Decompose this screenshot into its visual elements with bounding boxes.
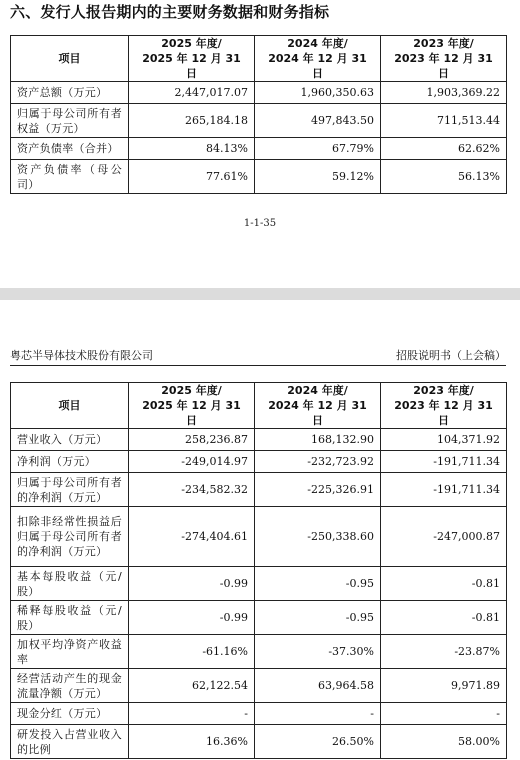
- cell-2023: 58.00%: [381, 725, 507, 759]
- cell-2024: 59.12%: [255, 160, 381, 194]
- running-header-company: 粤芯半导体技术股份有限公司: [10, 349, 153, 362]
- prospectus-page-bottom: [0, 300, 520, 760]
- cell-2024: -37.30%: [255, 635, 381, 669]
- table-row: [11, 429, 507, 451]
- table-row: [11, 104, 507, 138]
- header-2023: 2023 年度/ 2023 年 12 月 31 日: [381, 383, 507, 429]
- row-label: 基本每股收益（元/股）: [11, 567, 129, 601]
- cell-2025: -61.16%: [129, 635, 255, 669]
- cell-2024: 67.79%: [255, 138, 381, 160]
- cell-2024: 497,843.50: [255, 104, 381, 138]
- row-label: 扣除非经常性损益后归属于母公司所有者的净利润（万元）: [11, 507, 129, 567]
- cell-2025: -0.99: [129, 567, 255, 601]
- row-label: 营业收入（万元）: [11, 429, 129, 451]
- table-row: [11, 669, 507, 703]
- table-row: [11, 635, 507, 669]
- cell-2023: 9,971.89: [381, 669, 507, 703]
- cell-2025: 265,184.18: [129, 104, 255, 138]
- table-row: [11, 82, 507, 104]
- header-item: 项目: [11, 383, 129, 429]
- row-label: 净利润（万元）: [11, 451, 129, 473]
- cell-2023: -: [381, 703, 507, 725]
- table-header-row: [11, 36, 507, 82]
- cell-2024: -: [255, 703, 381, 725]
- table-header-row: [11, 383, 507, 429]
- page-number: 1-1-35: [243, 218, 277, 229]
- row-label: 资产负债率（母公司）: [11, 160, 129, 194]
- row-label: 归属于母公司所有者的净利润（万元）: [11, 473, 129, 507]
- cell-2024: -225,326.91: [255, 473, 381, 507]
- header-rule: [10, 365, 506, 366]
- row-label: 现金分红（万元）: [11, 703, 129, 725]
- table-row: [11, 473, 507, 507]
- cell-2025: 62,122.54: [129, 669, 255, 703]
- cell-2024: 63,964.58: [255, 669, 381, 703]
- table-row: [11, 138, 507, 160]
- cell-2024: -232,723.92: [255, 451, 381, 473]
- cell-2025: -274,404.61: [129, 507, 255, 567]
- cell-2024: -250,338.60: [255, 507, 381, 567]
- table-row: [11, 601, 507, 635]
- cell-2025: 77.61%: [129, 160, 255, 194]
- cell-2025: -234,582.32: [129, 473, 255, 507]
- header-2024: 2024 年度/ 2024 年 12 月 31 日: [255, 36, 381, 82]
- header-2024: 2024 年度/ 2024 年 12 月 31 日: [255, 383, 381, 429]
- header-item: 项目: [11, 36, 129, 82]
- cell-2025: 258,236.87: [129, 429, 255, 451]
- cell-2023: 1,903,369.22: [381, 82, 507, 104]
- cell-2025: 16.36%: [129, 725, 255, 759]
- table-row: [11, 160, 507, 194]
- cell-2025: -: [129, 703, 255, 725]
- header-2025: 2025 年度/ 2025 年 12 月 31 日: [129, 36, 255, 82]
- prospectus-page-top: [0, 0, 520, 288]
- cell-2024: -0.95: [255, 601, 381, 635]
- row-label: 归属于母公司所有者权益（万元）: [11, 104, 129, 138]
- cell-2023: 104,371.92: [381, 429, 507, 451]
- table-row: [11, 725, 507, 759]
- cell-2023: 56.13%: [381, 160, 507, 194]
- page-gap: [0, 288, 520, 300]
- row-label: 研发投入占营业收入的比例: [11, 725, 129, 759]
- cell-2023: 711,513.44: [381, 104, 507, 138]
- row-label: 加权平均净资产收益率: [11, 635, 129, 669]
- header-2025: 2025 年度/ 2025 年 12 月 31 日: [129, 383, 255, 429]
- financial-data-table-2: [10, 382, 507, 759]
- cell-2025: 84.13%: [129, 138, 255, 160]
- table-row: [11, 451, 507, 473]
- row-label: 资产负债率（合并）: [11, 138, 129, 160]
- cell-2023: -191,711.34: [381, 451, 507, 473]
- cell-2023: -0.81: [381, 601, 507, 635]
- cell-2024: 168,132.90: [255, 429, 381, 451]
- header-2023: 2023 年度/ 2023 年 12 月 31 日: [381, 36, 507, 82]
- cell-2023: -0.81: [381, 567, 507, 601]
- cell-2025: -249,014.97: [129, 451, 255, 473]
- cell-2023: -247,000.87: [381, 507, 507, 567]
- cell-2023: -191,711.34: [381, 473, 507, 507]
- cell-2024: -0.95: [255, 567, 381, 601]
- cell-2024: 1,960,350.63: [255, 82, 381, 104]
- cell-2025: 2,447,017.07: [129, 82, 255, 104]
- row-label: 资产总额（万元）: [11, 82, 129, 104]
- running-header-doc: 招股说明书（上会稿）: [396, 349, 506, 362]
- cell-2025: -0.99: [129, 601, 255, 635]
- cell-2023: 62.62%: [381, 138, 507, 160]
- table-row: [11, 507, 507, 567]
- table-row: [11, 703, 507, 725]
- row-label: 经营活动产生的现金流量净额（万元）: [11, 669, 129, 703]
- cell-2024: 26.50%: [255, 725, 381, 759]
- section-title: 六、发行人报告期内的主要财务数据和财务指标: [10, 3, 330, 21]
- financial-data-table-1: [10, 35, 507, 194]
- cell-2023: -23.87%: [381, 635, 507, 669]
- row-label: 稀释每股收益（元/股）: [11, 601, 129, 635]
- table-row: [11, 567, 507, 601]
